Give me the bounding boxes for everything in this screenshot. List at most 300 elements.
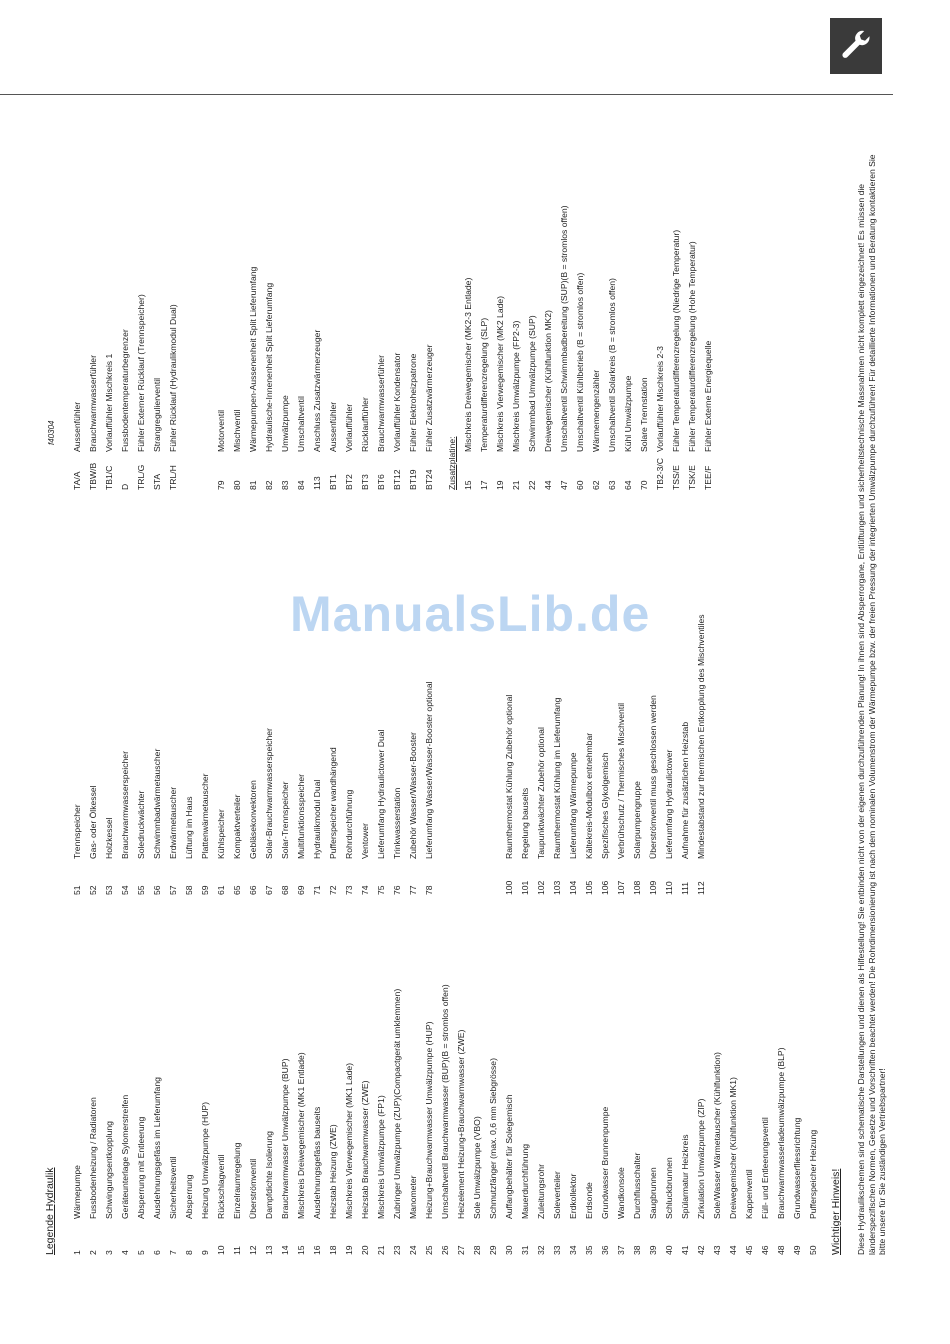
legend-item-number: 10 <box>216 1245 226 1255</box>
legend-item <box>201 984 217 1255</box>
legend-item-number: 17 <box>479 480 489 490</box>
legend-item-label: Verbrühschutz / Thermisches Mischventil <box>616 702 626 859</box>
legend-item-label: Dampfdichte Isolierung <box>264 1131 274 1219</box>
legend-item <box>409 984 425 1255</box>
legend-item <box>553 984 569 1255</box>
legend-item-number <box>201 452 217 490</box>
sub-heading: Zusatzplatine: <box>447 436 457 490</box>
tool-badge <box>830 18 882 74</box>
legend-item-number: 107 <box>616 880 626 895</box>
legend-item <box>297 614 313 895</box>
legend-item-number <box>185 452 201 490</box>
legend-item <box>297 984 313 1255</box>
legend-item-number: 103 <box>552 880 562 895</box>
legend-item-label: Umschaltventil Brauchwarmwasser (BUP)(B = stromlos offen) <box>440 984 450 1219</box>
legend-item-number: 9 <box>200 1250 210 1255</box>
legend-item <box>185 614 201 895</box>
legend-item-label: Wärmepumpe <box>72 1165 82 1219</box>
legend-item <box>553 614 569 895</box>
legend-item <box>601 984 617 1255</box>
legend-item-label: Solar-Brauchwarmwasserspeicher <box>264 728 274 859</box>
legend-item-label: Wärmepumpen-Aussenenheit Split Lieferumfang <box>248 266 258 452</box>
legend-item-number: 49 <box>792 1245 802 1255</box>
legend-item-label: Erdkollektor <box>568 1173 578 1219</box>
legend-item-number: 63 <box>607 480 617 490</box>
legend-item-label: Gebläsekonvektoren <box>248 780 258 859</box>
legend-item-number: 16 <box>312 1245 322 1255</box>
legend-item-label: Pufferspeicher wandhängend <box>328 747 338 859</box>
legend-item-label: Anschluss Zusatzwärmerzeuger <box>312 329 322 452</box>
legend-item <box>633 614 649 895</box>
legend-item-number: 33 <box>552 1245 562 1255</box>
legend-item <box>585 984 601 1255</box>
legend-item-label: Brauchwarmwasser Umwälzpumpe (BUP) <box>280 1058 290 1219</box>
legend-item-number: 65 <box>232 885 242 895</box>
legend-item-number: 59 <box>200 885 210 895</box>
legend-item <box>688 205 704 490</box>
legend-item-number: 62 <box>591 480 601 490</box>
legend-item <box>713 984 729 1255</box>
legend-item-label: Schmutzfänger (max. 0,6 mm Siebgrösse) <box>488 1058 498 1219</box>
legend-item <box>137 267 153 490</box>
legend-item-number: 81 <box>248 480 258 490</box>
legend-item <box>233 614 249 895</box>
legend-item-label: Kältekreis-Modulbox entnehmbar <box>584 732 594 859</box>
legend-item-label: Absperrung <box>184 1174 194 1219</box>
legend-item-number: 79 <box>216 480 226 490</box>
legend-item <box>649 614 665 895</box>
legend-item <box>361 614 377 895</box>
legend-item-label: Rohrdurchführung <box>344 789 354 859</box>
legend-item-number: 101 <box>520 880 530 895</box>
legend-item <box>528 205 544 490</box>
legend-item <box>249 614 265 895</box>
legend-item <box>265 984 281 1255</box>
image-reference: f40304 <box>47 420 56 445</box>
legend-item-number: 53 <box>104 885 114 895</box>
legend-item-label: Holzkessel <box>104 817 114 859</box>
legend-item-label: Lieferumfang Wasser/Wasser-Booster optional <box>424 681 434 859</box>
legend-item <box>656 205 672 490</box>
legend-item-number: BT3 <box>360 474 370 490</box>
legend-item-label: Fühler Elektroheizpatrone <box>408 353 418 452</box>
legend-item <box>473 614 489 895</box>
legend-item <box>473 984 489 1255</box>
legend-item-number <box>489 859 505 895</box>
legend-item-number: TBW/B <box>88 462 98 490</box>
legend-item <box>217 267 233 490</box>
legend-item <box>649 984 665 1255</box>
legend-item-number: STA <box>152 473 162 490</box>
legend-item <box>361 984 377 1255</box>
legend-item-label: Raumthermostat Kühlung im Lieferumfang <box>552 697 562 859</box>
legend-item-number: 1 <box>72 1250 82 1255</box>
legend-item-label: Füll- und Entleerungsventil <box>760 1117 770 1219</box>
legend-item-label: Heizstab Brauchwarmwasser (ZWE) <box>360 1080 370 1219</box>
legend-item <box>377 267 393 490</box>
legend-item-label: Fussbodentemperaturbegrenzer <box>120 329 130 452</box>
legend-item-label: Gas- oder Ölkessel <box>88 785 98 859</box>
legend-item-number: 11 <box>232 1246 242 1255</box>
legend-item <box>105 984 121 1255</box>
legend-item-number: 113 <box>312 476 322 490</box>
legend-item <box>633 984 649 1255</box>
legend-item-number: 57 <box>168 885 178 895</box>
legend-item-number: 72 <box>328 885 338 895</box>
legend-column-2 <box>73 614 713 895</box>
legend-item <box>137 984 153 1255</box>
legend-item <box>297 267 313 490</box>
legend-item <box>169 614 185 895</box>
legend-item-label: Brauchwarmwasserfühler <box>376 355 386 452</box>
legend-item <box>512 205 528 490</box>
legend-item <box>617 984 633 1255</box>
legend-item-number: 41 <box>680 1245 690 1255</box>
legend-item-number: 80 <box>232 480 242 490</box>
legend-item-label: Fühler Externer Rücklauf (Trennspeicher) <box>136 294 146 452</box>
legend-item <box>777 984 793 1255</box>
legend-item-label: Soleverteiler <box>552 1171 562 1219</box>
legend-item-number: 44 <box>543 480 553 490</box>
legend-item-number: 61 <box>216 885 226 895</box>
legend-item <box>425 984 441 1255</box>
legend-item-number: 21 <box>511 480 521 490</box>
legend-item-label: Vorlauffühler Mischkreis 2-3 <box>655 346 665 452</box>
legend-item <box>537 614 553 895</box>
legend-item <box>313 984 329 1255</box>
legend-item-label: Zubringer Umwälzpumpe (ZUP)(Compactgerät umklemmen) <box>392 988 402 1219</box>
legend-item-label: Ausdehnungsgefäss bauseits <box>312 1106 322 1219</box>
legend-item-label: Zuleitungsrohr <box>536 1164 546 1219</box>
legend-item <box>489 984 505 1255</box>
legend-item-label: Rückschlagventil <box>216 1154 226 1219</box>
legend-item-number: 19 <box>344 1245 354 1255</box>
legend-item-number: BT6 <box>376 474 386 490</box>
legend-item <box>329 984 345 1255</box>
legend-item-label: Brauchwarmwasserspeicher <box>120 751 130 859</box>
legend-item <box>217 984 233 1255</box>
legend-item-label: Sicherheitsventil <box>168 1156 178 1219</box>
legend-item-label: Schwingungsentkopplung <box>104 1121 114 1219</box>
legend-item-label: Raumthermostat Kühlung Zubehör optional <box>504 694 514 859</box>
legend-item-label: Wärmemengenzähler <box>591 369 601 452</box>
legend-item-number: 13 <box>264 1245 274 1255</box>
legend-item-label: Lieferumfang Hydraulictower Dual <box>376 729 386 859</box>
legend-item-number: 4 <box>120 1250 130 1255</box>
legend-item-number: 109 <box>648 880 658 895</box>
legend-item-label: Fühler Temperaturdifferenzregelung (Niedrige Temperatur) <box>671 229 681 452</box>
legend-item <box>73 984 89 1255</box>
legend-item-number: 26 <box>440 1245 450 1255</box>
legend-item-label: Vorlauffühler Kondensator <box>392 352 402 452</box>
legend-item <box>377 614 393 895</box>
legend-item-label: Brauchwarmwasserfühler <box>88 355 98 452</box>
watermark: ManualsLib.de <box>290 586 651 642</box>
legend-item <box>496 205 512 490</box>
legend-item <box>201 267 217 490</box>
legend-item <box>425 614 441 895</box>
legend-item <box>137 614 153 895</box>
legend-item <box>345 267 361 490</box>
legend-item-number: 2 <box>88 1250 98 1255</box>
legend-item <box>393 984 409 1255</box>
legend-item <box>121 267 137 490</box>
legend-item-label: Pufferspeicher Heizung <box>808 1129 818 1219</box>
legend-item-label: Umwälzpumpe <box>280 395 290 452</box>
legend-item-label: Fühler Temperaturdifferenzregelung (Hohe Temperatur) <box>687 241 697 452</box>
legend-item <box>569 614 585 895</box>
legend-item-label: Mauerdurchführung <box>520 1143 530 1219</box>
legend-item-label: Zubehör Wasser/Wasser-Booster <box>408 732 418 859</box>
legend-item <box>409 614 425 895</box>
legend-item-number: 51 <box>72 885 82 895</box>
legend-item <box>345 614 361 895</box>
legend-item-number: 21 <box>376 1245 386 1255</box>
notice-title: Wichtiger Hinweis! <box>830 1168 842 1255</box>
legend-item-label: Kompaktverteiler <box>232 794 242 859</box>
legend-item-number: 75 <box>376 885 386 895</box>
legend-item-number: 70 <box>639 480 649 490</box>
legend-item-number: 106 <box>600 880 610 895</box>
legend-item-label: Spezifisches Glykolgemisch <box>600 752 610 859</box>
legend-item <box>153 267 169 490</box>
legend-item-label: Mischventil <box>232 409 242 452</box>
legend-item <box>249 267 265 490</box>
legend-item <box>665 614 681 895</box>
legend-item-label: Grundwasser Brunnenpumpe <box>600 1106 610 1219</box>
legend-item <box>560 205 576 490</box>
legend-item-label: Lüftung im Haus <box>184 796 194 859</box>
legend-item <box>425 267 441 490</box>
legend-item <box>704 205 720 490</box>
legend-item <box>592 205 608 490</box>
legend-item-number: 104 <box>568 880 578 895</box>
legend-item <box>521 614 537 895</box>
legend-item <box>624 205 640 490</box>
legend-item-label: Hydraulikmodul Dual <box>312 779 322 859</box>
legend-item-number: 15 <box>296 1245 306 1255</box>
legend-item-label: Mindestabstand zur thermischen Entkopplung des Mischventiles <box>696 614 706 859</box>
legend-item <box>265 614 281 895</box>
legend-item-number: 73 <box>344 885 354 895</box>
legend-title: Legende Hydraulik <box>44 1167 56 1255</box>
legend-item <box>89 267 105 490</box>
legend-item-number: 32 <box>536 1245 546 1255</box>
legend-item <box>89 614 105 895</box>
legend-item-number: TB2-3/C <box>655 458 665 490</box>
legend-item <box>409 267 425 490</box>
legend-item-label: Plattenwärmetauscher <box>200 773 210 859</box>
legend-item-label: Strangregulierventil <box>152 377 162 452</box>
legend-item-label: Mischkreis Dreiwegemischer (MK2-3 Entlade) <box>463 277 473 452</box>
legend-item-number: 29 <box>488 1245 498 1255</box>
legend-item-number: TSK/E <box>687 465 697 490</box>
legend-item <box>233 267 249 490</box>
legend-item-label: Fühler Zusatzwärmerzeuger <box>424 344 434 452</box>
legend-item-label: Trennspeicher <box>72 804 82 859</box>
legend-item-number: 36 <box>600 1245 610 1255</box>
legend-item-number: 34 <box>568 1245 578 1255</box>
legend-item-label: Absperrung mit Entleerung <box>136 1116 146 1219</box>
legend-item <box>489 614 505 895</box>
legend-item <box>281 267 297 490</box>
legend-item <box>233 984 249 1255</box>
legend-item-number: 40 <box>664 1245 674 1255</box>
legend-item-number: 42 <box>696 1245 706 1255</box>
legend-item-label: Kappenventil <box>744 1169 754 1219</box>
legend-item-label: Zirkulation Umwälzpumpe (ZIP) <box>696 1098 706 1219</box>
legend-item <box>313 614 329 895</box>
legend-item <box>601 614 617 895</box>
legend-item-number: 50 <box>808 1245 818 1255</box>
legend-item-label: Aussenfühler <box>328 401 338 452</box>
legend-item <box>617 614 633 895</box>
legend-item <box>153 984 169 1255</box>
header-rule <box>0 94 893 95</box>
legend-item-label: Mischkreis Dreiwegemischer (MK1 Entlade) <box>296 1052 306 1219</box>
legend-item-label: Aussenfühler <box>72 401 82 452</box>
legend-item-label: Überströmventil <box>248 1158 258 1219</box>
legend-item-number: 28 <box>472 1245 482 1255</box>
legend-item <box>201 614 217 895</box>
legend-item-number: 111 <box>680 881 690 895</box>
legend-item <box>480 205 496 490</box>
legend-item-number: 18 <box>328 1245 338 1255</box>
legend-item <box>665 984 681 1255</box>
legend-item-number: 100 <box>504 880 514 895</box>
legend-item-number: TB1/C <box>104 465 114 490</box>
legend-item-number: 84 <box>296 480 306 490</box>
legend-item-label: Heizung Umwälzpumpe (HUP) <box>200 1101 210 1219</box>
legend-item-number: 23 <box>392 1245 402 1255</box>
legend-item-number: BT2 <box>344 474 354 490</box>
legend-item-label: Umschaltventil Schwimmbadbereitung (SUP)(B = stromlos offen) <box>559 205 569 452</box>
legend-item-number: TRL/H <box>168 465 178 490</box>
legend-item-label: Mischkreis Umwälzpumpe (FP2-3) <box>511 320 521 452</box>
legend-item <box>521 984 537 1255</box>
legend-item <box>697 614 713 895</box>
legend-item <box>281 614 297 895</box>
legend-item-label: Regelung bauseits <box>520 787 530 859</box>
legend-item-number: 19 <box>495 480 505 490</box>
legend-item-number: 8 <box>184 1250 194 1255</box>
legend-item-number: 60 <box>575 480 585 490</box>
legend-item <box>121 984 137 1255</box>
legend-item <box>537 984 553 1255</box>
legend-item-number: 55 <box>136 885 146 895</box>
legend-item-number: 47 <box>559 480 569 490</box>
legend-item-number: 44 <box>728 1245 738 1255</box>
legend-item <box>544 205 560 490</box>
legend-item-label: Vorlauffühler <box>344 403 354 452</box>
legend-item-label: Erdsonde <box>584 1182 594 1219</box>
legend-item-label: Umschaltventil Solarkreis (B = stromlos offen) <box>607 278 617 452</box>
legend-item <box>681 984 697 1255</box>
legend-item-number: 77 <box>408 885 418 895</box>
legend-item <box>121 614 137 895</box>
legend-item-label: Aufnahme für zusätzlichen Heizstab <box>680 721 690 859</box>
legend-item-number: BT19 <box>408 469 418 490</box>
legend-item <box>281 984 297 1255</box>
legend-item-label: Heizelement Heizung+Brauchwarmwasser (ZWE) <box>456 1029 466 1219</box>
legend-item-number: 5 <box>136 1250 146 1255</box>
legend-item-label: Kühlspeicher <box>216 809 226 859</box>
legend-item-label: Wandkonsole <box>616 1167 626 1219</box>
legend-item-number: BT12 <box>392 469 402 490</box>
legend-item <box>185 267 201 490</box>
legend-item-label: Vorlauffühler Mischkreis 1 <box>104 353 114 452</box>
legend-item-number: 56 <box>152 885 162 895</box>
legend-item-number <box>457 859 473 895</box>
legend-item <box>89 984 105 1255</box>
wrench-icon <box>838 28 874 64</box>
legend-item-number <box>473 859 489 895</box>
legend-item-number: 78 <box>424 885 434 895</box>
legend-item <box>217 614 233 895</box>
legend-item <box>697 984 713 1255</box>
legend-item-label: Ausdehnungsgefäss im Lieferumfang <box>152 1077 162 1219</box>
legend-item-number: 25 <box>424 1245 434 1255</box>
legend-item <box>329 267 345 490</box>
legend-item-number: 38 <box>632 1245 642 1255</box>
legend-item <box>105 267 121 490</box>
legend-item-label: Brauchwarmwasserladeumwälzpumpe (BLP) <box>776 1047 786 1219</box>
legend-item-number: 64 <box>623 480 633 490</box>
legend-item-number: 76 <box>392 885 402 895</box>
legend-item <box>153 614 169 895</box>
legend-item-number: 15 <box>463 480 473 490</box>
legend-item-label: Saugbrunnen <box>648 1167 658 1219</box>
legend-item <box>793 984 809 1255</box>
legend-item-number: 71 <box>312 885 322 895</box>
legend-item-number: 35 <box>584 1245 594 1255</box>
legend-item-number: 39 <box>648 1245 658 1255</box>
legend-item-label: Ventower <box>360 823 370 859</box>
legend-item <box>377 984 393 1255</box>
legend-item-label: Durchflusschalter <box>632 1152 642 1219</box>
legend-item-label: Einzelraumregelung <box>232 1142 242 1219</box>
legend-item-label: Heizung+Brauchwarmwasser Umwälzpumpe (HUP) <box>424 1021 434 1219</box>
legend-item-label: Solar-Trennspeicher <box>280 781 290 859</box>
legend-column-3 <box>73 267 441 490</box>
legend-item-label: Temperaturdifferenzregelung (SLP) <box>479 317 489 452</box>
legend-item <box>169 267 185 490</box>
legend-item <box>505 614 521 895</box>
legend-item-number: 54 <box>120 885 130 895</box>
legend-item-label: Trinkwasserstation <box>392 787 402 859</box>
legend-item <box>608 205 624 490</box>
legend-item <box>681 614 697 895</box>
legend-item-number: 83 <box>280 480 290 490</box>
legend-item-number: 14 <box>280 1245 290 1255</box>
legend-item-label: Grundwasserfliessrichtung <box>792 1117 802 1219</box>
legend-item-number: 31 <box>520 1245 530 1255</box>
legend-item-number: BT24 <box>424 469 434 490</box>
legend-item-number <box>441 859 457 895</box>
legend-item-number: 102 <box>536 880 546 895</box>
legend-item <box>393 614 409 895</box>
legend-item-label: Mischkreis Vierwegemischer (MK1 Lade) <box>344 1062 354 1219</box>
legend-item-label: Solare Trennstation <box>639 377 649 452</box>
legend-item <box>329 614 345 895</box>
legend-item-label: Sole Umwälzpumpe (VBO) <box>472 1116 482 1219</box>
legend-item-label: Heizstab Heizung (ZWE) <box>328 1124 338 1219</box>
legend-item-label: Rücklauffühler <box>360 397 370 452</box>
legend-item-label: Sole/Wasser Wärmetauscher (Kühlfunktion) <box>712 1052 722 1219</box>
legend-item <box>585 614 601 895</box>
legend-item-label: Solarpumpengruppe <box>632 781 642 859</box>
legend-item-label: Taupunktwächter Zubehör optional <box>536 727 546 859</box>
